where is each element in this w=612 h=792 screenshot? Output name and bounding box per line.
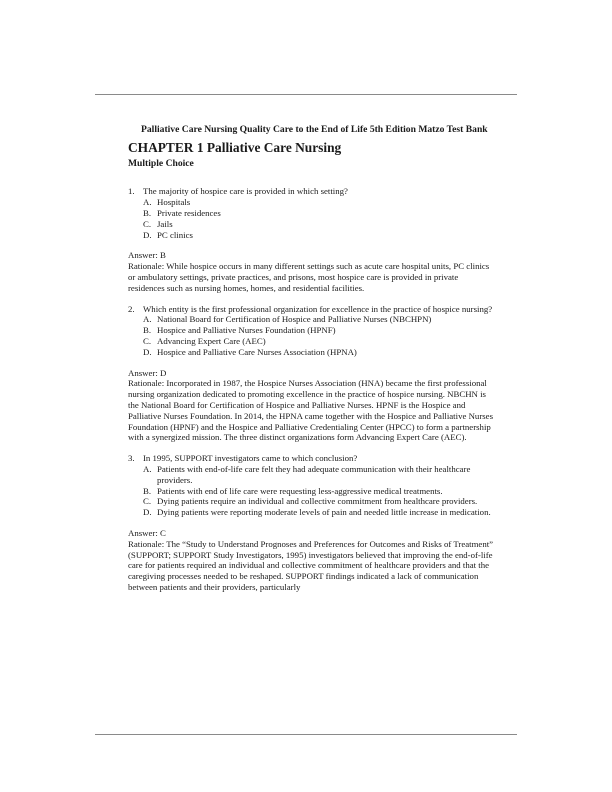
choice-item	[143, 230, 494, 241]
choice-text: National Board for Certification of Hospice and Palliative Nurses (NBCHPN)	[157, 314, 432, 325]
choice-list	[143, 197, 494, 240]
question-text: Which entity is the first professional organization for excellence in the practice of hospice nursing?	[143, 303, 493, 314]
section-title: Multiple Choice	[128, 158, 194, 170]
choice-text: Patients with end-of-life care felt they had adequate communication with their healthcare providers.	[157, 463, 471, 485]
choice-text: Jails	[157, 218, 173, 229]
choice-item	[143, 314, 494, 325]
choice-text: Hospitals	[157, 197, 191, 208]
choice-letter: A.	[143, 314, 152, 325]
choice-item	[143, 464, 494, 486]
choice-text: Dying patients require an individual and collective commitment from healthcare providers.	[157, 496, 478, 507]
question-stem	[128, 304, 494, 315]
question-3	[128, 453, 494, 518]
bottom-rule	[95, 734, 517, 735]
choice-list	[143, 314, 494, 357]
header-line: Palliative Care Nursing Quality Care to the End of Life 5th Edition Matzo Test Bank	[141, 124, 488, 135]
choice-letter: B.	[143, 208, 152, 218]
rationale-text: Rationale: While hospice occurs in many different settings such as acute care hospital units, PC clinics or ambulatory settings, private practices, and prisons, most hospice care is provided in private residences such as nursing homes, homes, and residential facilities.	[128, 261, 490, 293]
answer-key: Answer: B	[128, 250, 166, 261]
choice-item	[143, 496, 494, 507]
choice-item	[143, 197, 494, 208]
choice-text: Patients with end of life care were requesting less-aggressive medical treatments.	[157, 485, 443, 496]
rationale-text: Rationale: Incorporated in 1987, the Hospice Nurses Association (HNA) became the first professional nursing organization dedicated to promoting excellence in the practice of hospice nursing. NBCHN is the National Board for Certification of Hospice and Palliative Nurses. HPNF is the Hospice and Palliative Nurses Foundation. In 2014, the HPNA came together with the Hospice and Palliative Nurses Foundation (HPNF) and the Hospice and Palliative Credentialing Center (HPCC) to form a partnership with a synergized mission. The three distinct organizations form Advancing Expert Care (AEC).	[128, 378, 494, 443]
question-text: In 1995, SUPPORT investigators came to which conclusion?	[143, 453, 358, 464]
question-1	[128, 186, 494, 240]
chapter-title: CHAPTER 1 Palliative Care Nursing	[128, 140, 342, 155]
choice-letter: C.	[143, 496, 152, 507]
question-number: 1.	[128, 186, 135, 197]
document-body	[128, 124, 494, 603]
choice-item	[143, 507, 494, 518]
question-number: 2.	[128, 303, 135, 314]
choice-item	[143, 336, 494, 347]
choice-item	[143, 486, 494, 497]
choice-text: Hospice and Palliative Care Nurses Association (HPNA)	[157, 346, 357, 357]
question-text: The majority of hospice care is provided in which setting?	[143, 186, 348, 197]
choice-item	[143, 325, 494, 336]
question-number: 3.	[128, 453, 135, 464]
choice-letter: B.	[143, 485, 152, 496]
choice-list	[143, 464, 494, 518]
choice-letter: D.	[143, 507, 152, 518]
choice-letter: B.	[143, 325, 152, 336]
choice-item	[143, 208, 494, 219]
question-stem	[128, 453, 494, 464]
question-stem	[128, 186, 494, 197]
choice-item	[143, 347, 494, 358]
choice-letter: D.	[143, 346, 152, 357]
choice-text: Hospice and Palliative Nurses Foundation (HPNF)	[157, 325, 336, 336]
choice-text: PC clinics	[157, 229, 193, 240]
choice-text: Private residences	[157, 208, 221, 218]
choice-text: Advancing Expert Care (AEC)	[157, 335, 266, 346]
choice-letter: D.	[143, 229, 152, 240]
answer-block	[128, 250, 494, 293]
question-2	[128, 304, 494, 358]
rationale-text: Rationale: The “Study to Understand Prognoses and Preferences for Outcomes and Risks of Treatment” (SUPPORT; SUPPORT Study Investigators, 1995) investigators believed that improving the end-of-life care for patients required an individual and collective commitment of healthcare providers and that the caregiving processes needed to be reshaped. SUPPORT findings indicated a lack of communication between patients and their providers, particularly	[128, 538, 494, 592]
answer-key: Answer: D	[128, 367, 167, 378]
choice-text: Dying patients were reporting moderate levels of pain and needed little increase in medication.	[157, 507, 491, 518]
answer-key: Answer: C	[128, 527, 166, 538]
answer-block	[128, 368, 494, 444]
choice-letter: A.	[143, 463, 152, 474]
top-rule	[95, 94, 517, 95]
choice-item	[143, 219, 494, 230]
choice-letter: A.	[143, 197, 152, 208]
choice-letter: C.	[143, 335, 152, 346]
choice-letter: C.	[143, 218, 152, 229]
answer-block	[128, 528, 494, 593]
